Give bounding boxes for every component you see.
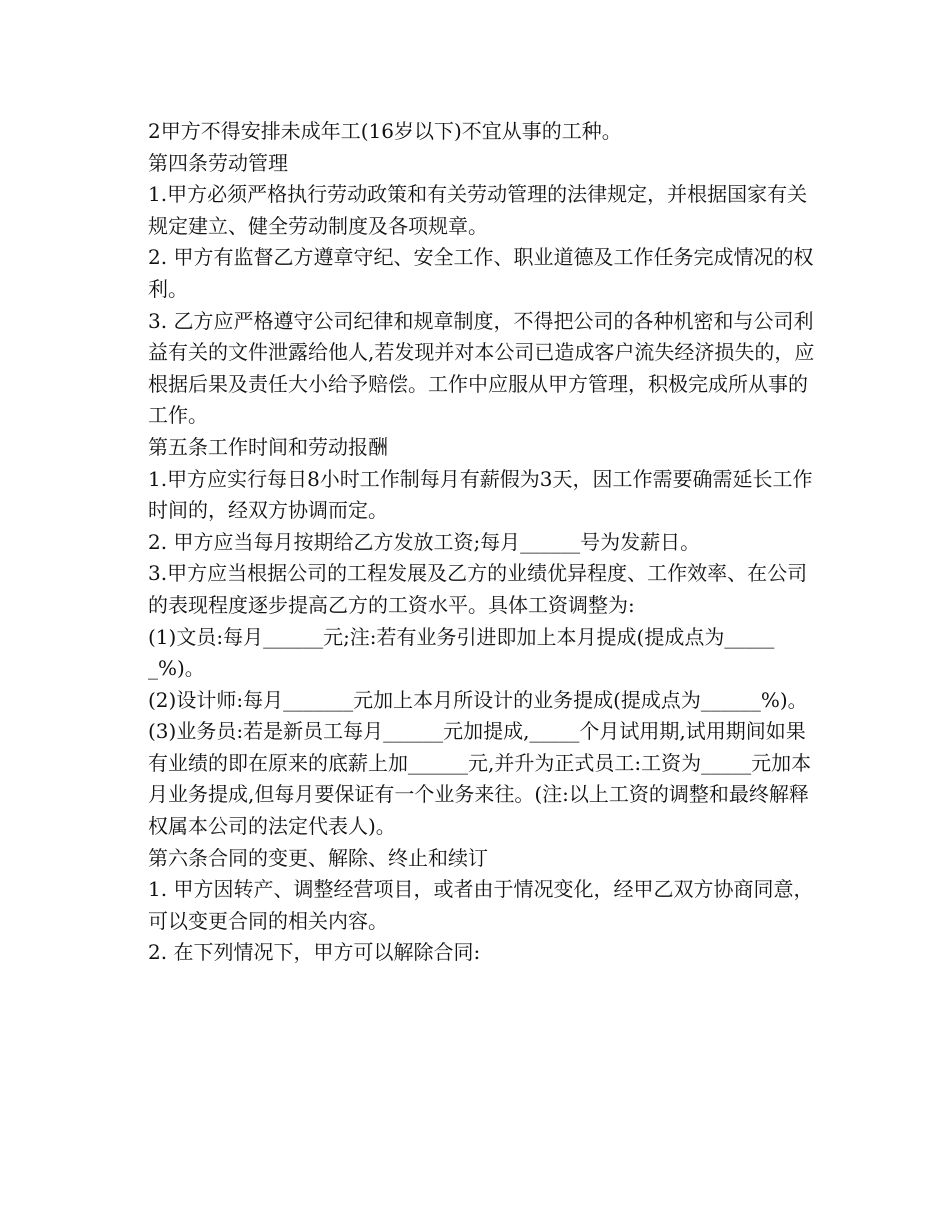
paragraph-5-3-designer: (2)设计师:每月_______元加上本月所设计的业务提成(提成点为______%)。 [148, 687, 808, 712]
heading-article-4: 第四条劳动管理 [148, 150, 288, 175]
paragraph-6-2: 2. 在下列情况下，甲方可以解除合同: [148, 940, 481, 965]
paragraph-4-2: 2. 甲方有监督乙方遵章守纪、安全工作、职业道德及工作任务完成情况的权利。 [148, 245, 814, 301]
paragraph-4-1: 1.甲方必须严格执行劳动政策和有关劳动管理的法律规定，并根据国家有关规定建立、健全劳动制度及各项规章。 [148, 182, 808, 238]
heading-article-5: 第五条工作时间和劳动报酬 [148, 434, 388, 459]
heading-article-6: 第六条合同的变更、解除、终止和续订 [148, 845, 488, 870]
document-page [138, 116, 818, 969]
paragraph-5-3: 3.甲方应当根据公司的工程发展及乙方的业绩优异程度、工作效率、在公司的表现程度逐步提高乙方的工资水平。具体工资调整为: [148, 561, 808, 617]
paragraph-6-1: 1. 甲方因转产、调整经营项目，或者由于情况变化，经甲乙双方协商同意，可以变更合同的相关内容。 [148, 877, 814, 933]
paragraph-4-3: 3. 乙方应严格遵守公司纪律和规章制度，不得把公司的各种机密和与公司利益有关的文件泄露给他人,若发现并对本公司已造成客户流失经济损失的，应根据后果及责任大小给予赔偿。工作中应服从甲方管理，积极完成所从事的工作。 [148, 308, 815, 428]
paragraph-minor-labor: 2甲方不得安排未成年工(16岁以下)不宜从事的工种。 [148, 119, 622, 143]
paragraph-5-3-clerk: (1)文员:每月______元;注:若有业务引进即加上本月提成(提成点为______%)。 [148, 624, 775, 681]
paragraph-5-2: 2. 甲方应当每月按期给乙方发放工资;每月______号为发薪日。 [148, 529, 701, 554]
paragraph-5-1: 1.甲方应实行每日8小时工作制每月有薪假为3天，因工作需要确需延长工作时间的，经双方协调而定。 [148, 466, 813, 523]
paragraph-5-3-salesperson: (3)业务员:若是新员工每月______元加提成,_____个月试用期,试用期间如果有业绩的即在原来的底薪上加______元,并升为正式员工:工资为_____元加本月业务提成,但每月要保证有一个业务来往。(注:以上工资的调整和最终解释权属本公司的法定代表人)。 [148, 719, 812, 839]
